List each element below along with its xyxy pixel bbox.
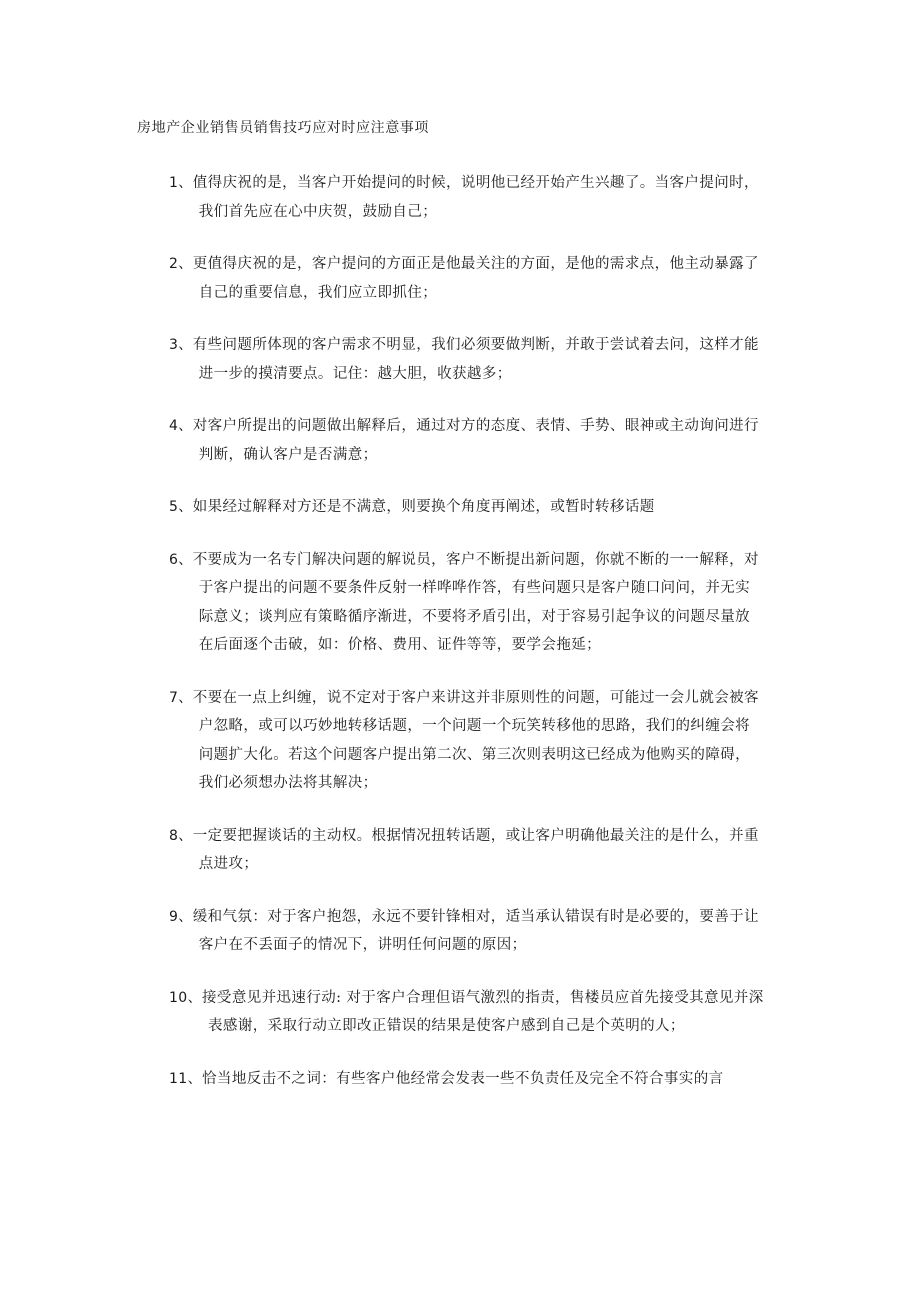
item-line: 问题扩大化。若这个问题客户提出第二次、第三次则表明这已经成为他购买的障碍，: [198, 746, 751, 763]
item-line: 我们必须想办法将其解决；: [198, 775, 378, 791]
item-text: [193, 493, 789, 522]
list-item: [169, 331, 789, 388]
list-item: [169, 822, 789, 879]
item-line: 更值得庆祝的是，客户提问的方面正是他最关注的方面，是他的需求点，他主动暴露了: [192, 256, 759, 272]
item-line: 自己的重要信息，我们应立即抓住；: [198, 284, 438, 301]
item-line: 我们首先应在心中庆贺，鼓励自己；: [198, 203, 438, 220]
list-item: [169, 903, 789, 960]
item-text: [202, 984, 789, 1041]
list-item: [169, 412, 789, 469]
item-number: 10、: [169, 989, 203, 1006]
item-line: 值得庆祝的是，当客户开始提问的时候，说明他已经开始产生兴趣了。当客户提问时，: [192, 175, 759, 191]
item-text: [193, 169, 789, 226]
item-text: [193, 684, 789, 798]
item-text: [193, 331, 789, 388]
item-line: 客户在不丢面子的情况下，讲明任何问题的原因；: [198, 937, 527, 953]
item-text: [193, 822, 789, 879]
item-number: 8、: [169, 827, 193, 844]
item-number: 6、: [169, 551, 193, 568]
list-item: [169, 250, 789, 307]
item-line: 进一步的摸清要点。记住：越大胆，收获越多；: [198, 365, 512, 382]
document-title: 房地产企业销售员销售技巧应对时应注意事项: [137, 120, 429, 136]
item-line: 在后面逐个击破，如：价格、费用、证件等等，要学会拖延；: [198, 637, 602, 653]
item-number: 7、: [169, 689, 193, 706]
list-item: [169, 493, 789, 522]
item-number: 11、: [169, 1070, 203, 1087]
list-item: [169, 169, 789, 226]
item-line: 不要在一点上纠缠，说不定对于客户来讲这并非原则性的问题，可能过一会儿就会被客: [192, 689, 759, 706]
item-number: 4、: [169, 418, 193, 434]
item-line: 如果经过解释对方还是不满意，则要换个角度再阐述，或暂时转移话题: [192, 499, 655, 515]
item-line: 一定要把握谈话的主动权。根据情况扭转话题，或让客户明确他最关注的是什么，并重: [192, 827, 759, 844]
item-number: 5、: [169, 499, 193, 515]
list-item: [169, 546, 789, 660]
item-line: 对客户所提出的问题做出解释后，通过对方的态度、表情、手势、眼神或主动询问进行: [192, 418, 759, 434]
item-text: [193, 903, 789, 960]
item-line: 接受意见并迅速行动: 对于客户合理但语气激烈的指责，售楼员应首先接受其意见并深: [202, 989, 764, 1006]
item-number: 9、: [169, 908, 193, 925]
item-line: 于客户提出的问题不要条件反射一样哗哗作答，有些问题只是客户随口问问，并无实: [198, 580, 751, 596]
item-list: [169, 169, 789, 1117]
item-line: 缓和气氛：对于客户抱怨，永远不要针锋相对，适当承认错误有时是必要的，要善于让: [192, 908, 759, 925]
item-text: [193, 250, 789, 307]
item-text: [193, 412, 789, 469]
item-text: [202, 1065, 789, 1094]
item-line: 户忽略，或可以巧妙地转移话题，一个问题一个玩笑转移他的思路，我们的纠缠会将: [198, 718, 751, 734]
item-line: 际意义；谈判应有策略循序渐进，不要将矛盾引出，对于容易引起争议的问题尽量放: [198, 608, 751, 625]
list-item: [169, 684, 789, 798]
item-number: 1、: [169, 175, 193, 191]
item-line: 表感谢，采取行动立即改正错误的结果是使客户感到自己是个英明的人；: [208, 1018, 685, 1034]
item-line: 不要成为一名专门解决问题的解说员，客户不断提出新问题，你就不断的一一解释，对: [192, 551, 759, 568]
item-number: 2、: [169, 256, 193, 272]
item-line: 判断，确认客户是否满意；: [198, 446, 378, 463]
item-line: 点进攻；: [198, 856, 259, 872]
list-item: [169, 984, 789, 1041]
item-text: [193, 546, 789, 660]
item-line: 有些问题所体现的客户需求不明显，我们必须要做判断，并敢于尝试着去问，这样才能: [192, 337, 759, 353]
item-number: 3、: [169, 337, 193, 353]
item-line: 恰当地反击不之词：有些客户他经常会发表一些不负责任及完全不符合事实的言: [202, 1070, 724, 1087]
list-item: [169, 1065, 789, 1094]
